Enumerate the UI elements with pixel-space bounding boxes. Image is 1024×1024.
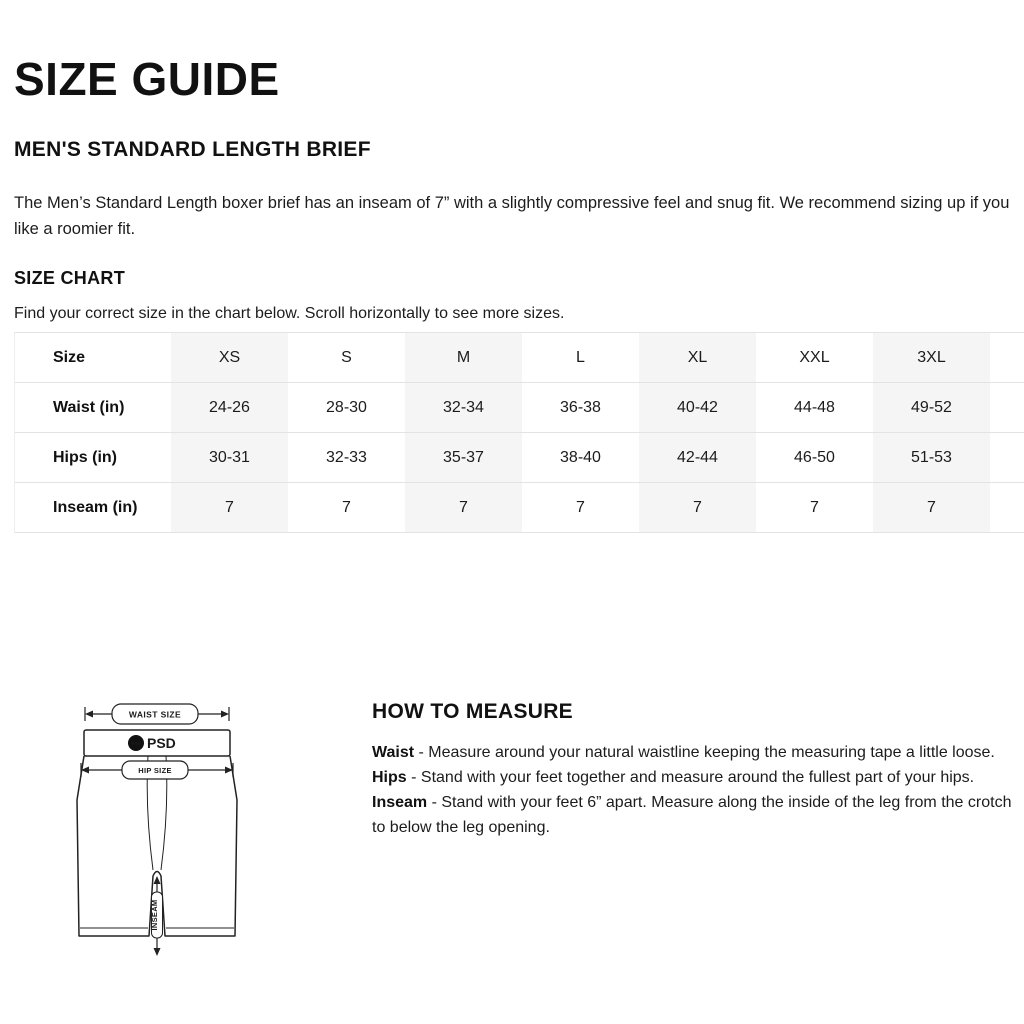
table-cell-clipped [990, 383, 1024, 432]
table-cell: 42-44 [639, 433, 756, 482]
table-cell: 51-53 [873, 433, 990, 482]
measure-text: - Stand with your feet together and measure around the fullest part of your hips. [411, 769, 975, 786]
table-cell: 7 [576, 498, 585, 516]
column-header-3xl: 3XL [873, 333, 990, 382]
column-header-m: M [405, 333, 522, 382]
size-chart-instruction: Find your correct size in the chart below. Scroll horizontally to see more sizes. [14, 305, 565, 322]
table-header-row [15, 333, 1024, 383]
table-cell: 35-37 [405, 433, 522, 482]
measure-item-inseam [372, 790, 1020, 840]
table-cell: 32-33 [326, 448, 367, 466]
table-cell: 32-34 [405, 383, 522, 432]
measure-term: Inseam [372, 794, 428, 811]
row-label-hips: Hips (in) [53, 448, 117, 466]
row-label-waist: Waist (in) [53, 398, 125, 416]
psd-logo-emblem-text: PSD [131, 740, 141, 746]
measure-text: - Stand with your feet 6” apart. Measure along the inside of the leg from the crotch to below the leg opening. [372, 794, 1012, 836]
table-cell-clipped [990, 433, 1024, 482]
how-to-measure-list [372, 740, 1020, 840]
hip-size-label: HIP SIZE [138, 766, 172, 775]
table-row-inseam [15, 483, 1024, 533]
table-cell: 44-48 [794, 398, 835, 416]
product-subtitle: MEN'S STANDARD LENGTH BRIEF [14, 138, 371, 161]
size-table [15, 333, 1024, 533]
table-cell: 7 [639, 483, 756, 532]
table-row-hips [15, 433, 1024, 483]
column-header-xs: XS [171, 333, 288, 382]
product-description: The Men’s Standard Length boxer brief has an inseam of 7” with a slightly compressive feel and snug fit. We recommend sizing up if you like a roomier fit. [14, 194, 1010, 238]
measure-item-hips [372, 765, 1020, 790]
table-cell: 7 [342, 498, 351, 516]
table-row-waist [15, 383, 1024, 433]
column-header-l: L [576, 348, 585, 366]
table-cell: 36-38 [560, 398, 601, 416]
boxer-brief-illustration [52, 700, 257, 960]
measure-term: Hips [372, 769, 407, 786]
table-cell: 7 [405, 483, 522, 532]
table-cell: 7 [810, 498, 819, 516]
measurement-diagram [52, 700, 257, 960]
table-cell: 40-42 [639, 383, 756, 432]
measure-term: Waist [372, 744, 415, 761]
size-table-scroll-area[interactable] [14, 332, 1024, 533]
table-cell: 30-31 [171, 433, 288, 482]
column-header-xxl: XXL [799, 348, 830, 366]
table-cell: 46-50 [794, 448, 835, 466]
table-cell: 28-30 [326, 398, 367, 416]
column-header-s: S [341, 348, 352, 366]
row-label-inseam: Inseam (in) [53, 498, 138, 516]
table-cell: 49-52 [873, 383, 990, 432]
table-cell: 24-26 [171, 383, 288, 432]
how-to-measure-heading: HOW TO MEASURE [372, 700, 573, 723]
table-cell-clipped [990, 483, 1024, 532]
column-header-clipped [990, 333, 1024, 382]
column-header-xl: XL [639, 333, 756, 382]
measure-item-waist [372, 740, 1020, 765]
column-header-size: Size [53, 348, 86, 366]
table-cell: 38-40 [560, 448, 601, 466]
inseam-label: INSEAM [150, 899, 159, 931]
measure-text: - Measure around your natural waistline keeping the measuring tape a little loose. [418, 744, 995, 761]
waist-size-label: WAIST SIZE [128, 709, 182, 720]
page-title: SIZE GUIDE [14, 53, 280, 105]
size-chart-heading: SIZE CHART [14, 268, 125, 288]
psd-logo-text: PSD [147, 735, 176, 751]
table-cell: 7 [171, 483, 288, 532]
table-cell: 7 [873, 483, 990, 532]
